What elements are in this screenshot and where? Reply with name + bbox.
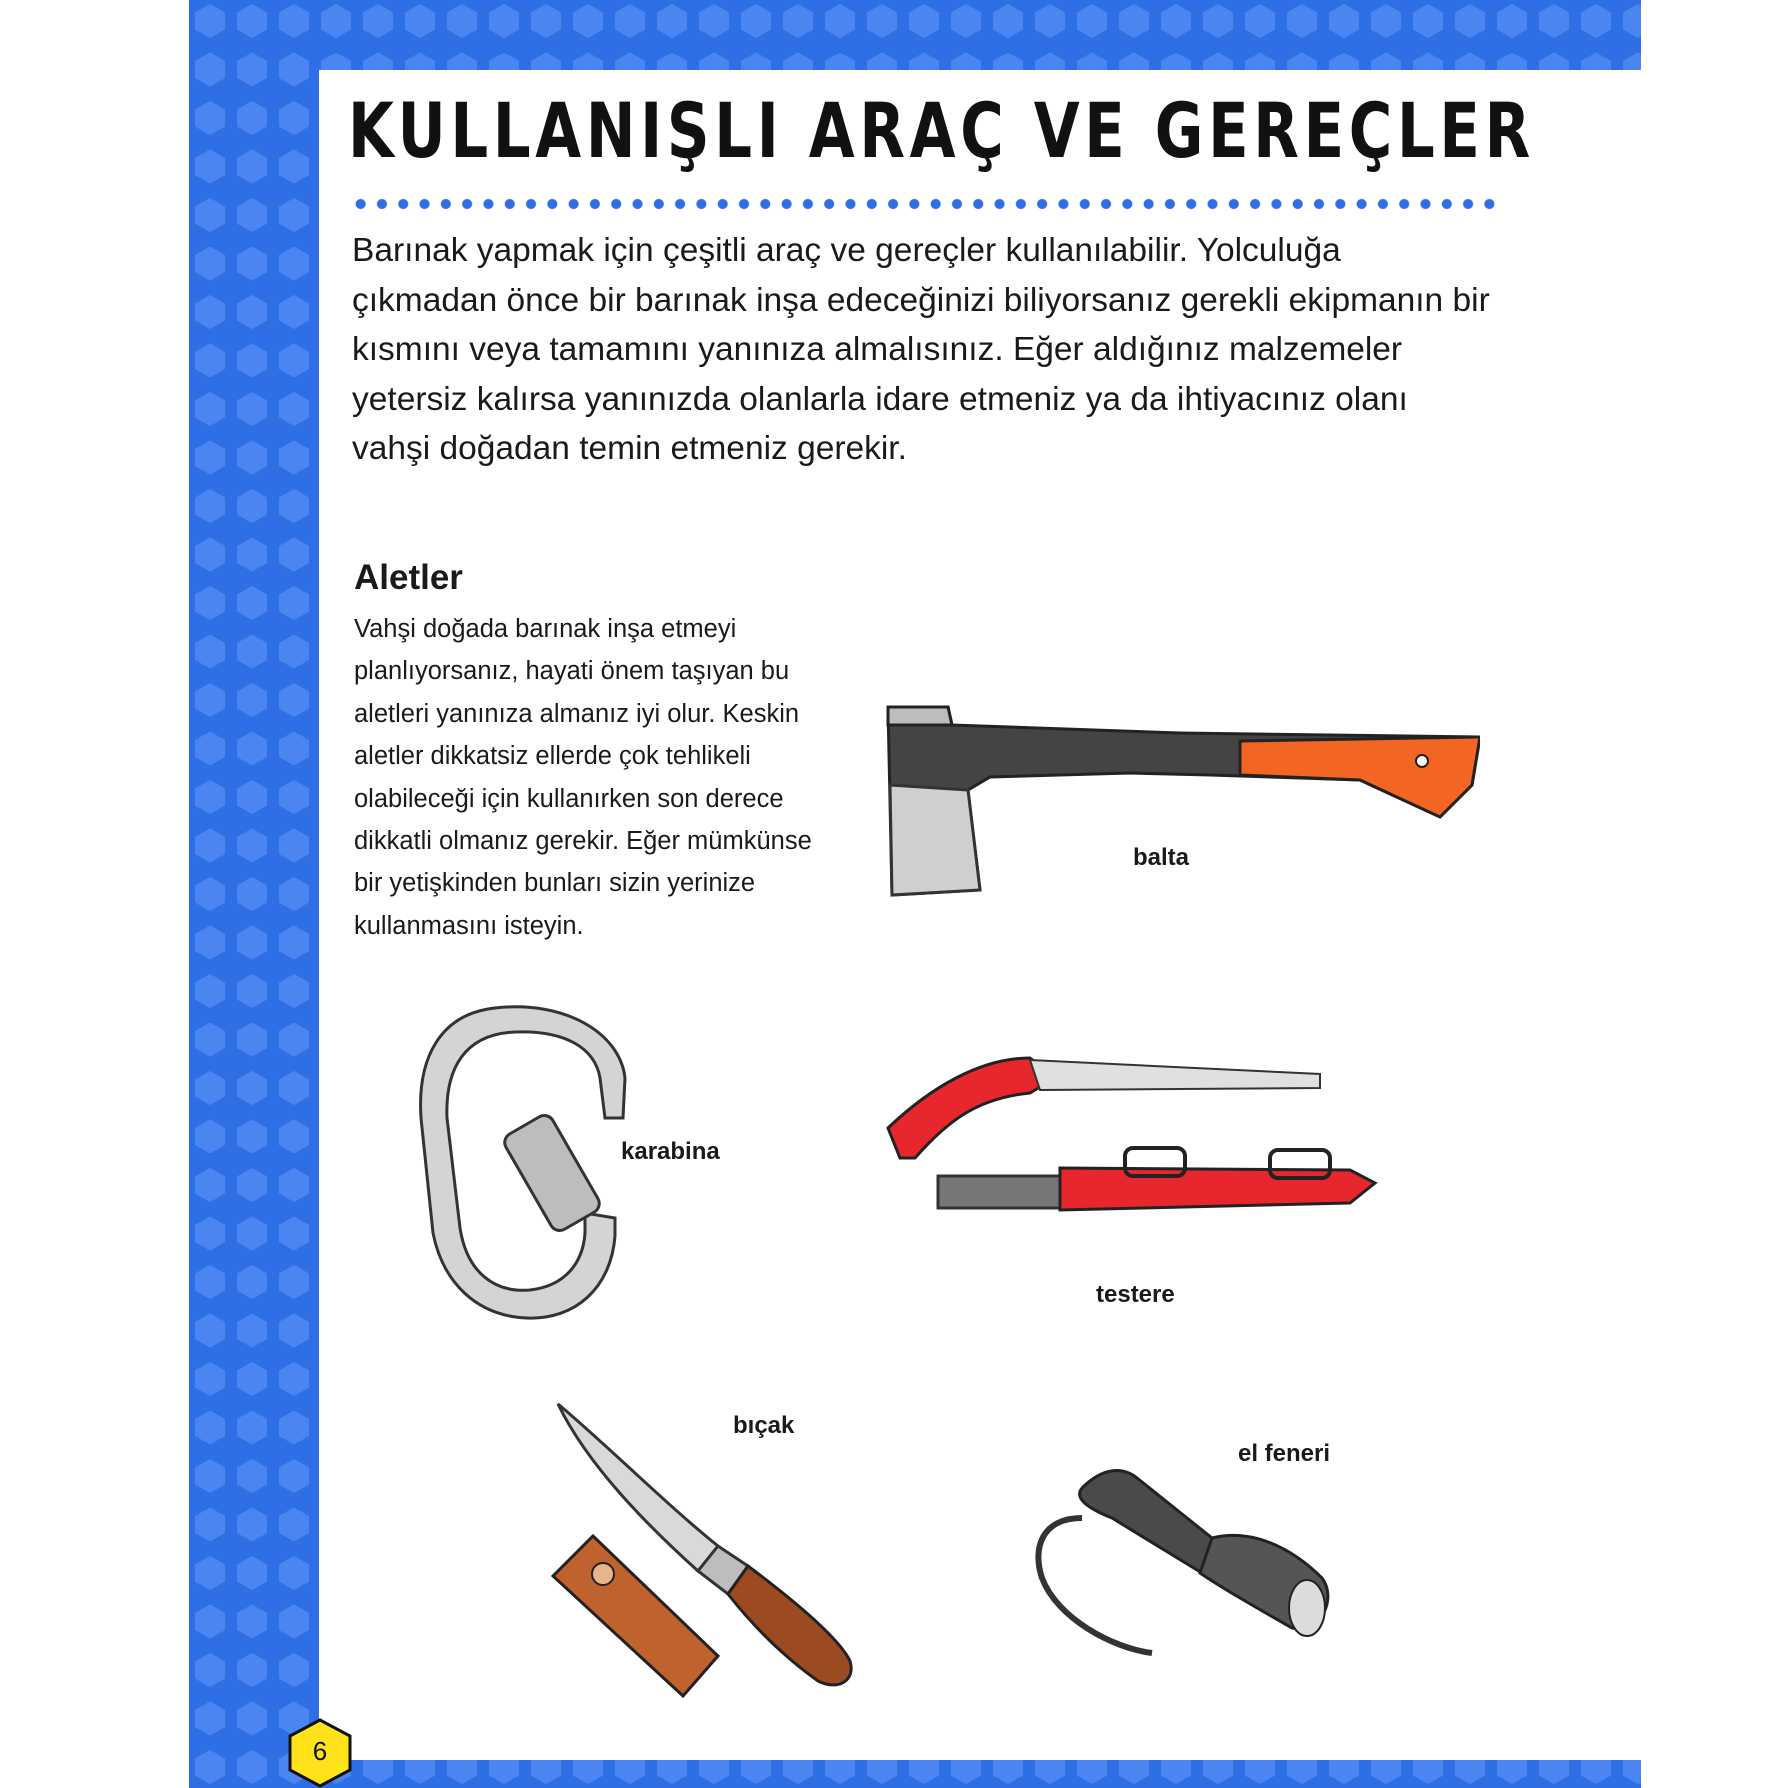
carabiner-illustration	[415, 998, 635, 1323]
flashlight-label: el feneri	[1238, 1440, 1331, 1467]
carabiner-label: karabina	[621, 1138, 720, 1165]
knife-illustration	[548, 1396, 858, 1706]
dotted-divider	[350, 196, 1496, 212]
page-title: KULLANIŞLI ARAÇ VE GEREÇLER	[348, 86, 1535, 175]
page-number: 6	[312, 1736, 328, 1766]
axe-label: balta	[1133, 844, 1190, 871]
flashlight-illustration	[1022, 1458, 1340, 1668]
section-body: Vahşi doğada barınak inşa etmeyi planlıyorsanız, hayati önem taşıyan bu aletleri yanınıza almanız iyi olur. Keskin aletler dikkatsiz ellerde çok tehlikeli olabileceği için kullanırken son derece dikkatli olmanız gerekir. Eğer mümkünse bir yetişkinden bunları sizin yerinize kullanmasını isteyin.	[354, 615, 812, 940]
knife-label: bıçak	[733, 1412, 795, 1439]
axe-illustration	[880, 695, 1480, 905]
saw-illustration	[880, 1048, 1380, 1223]
saw-label: testere	[1096, 1281, 1175, 1308]
section-heading: Aletler	[354, 558, 463, 597]
intro-paragraph: Barınak yapmak için çeşitli araç ve gereçler kullanılabilir. Yolculuğa çıkmadan önce bir barınak inşa edeceğinizi biliyorsanız gerekli ekipmanın bir kısmını veya tamamını yanınıza almalısınız. Eğer aldığınız malzemeler yetersiz kalırsa yanınızda olanlarla idare etmeniz ya da ihtiyacınız olanı vahşi doğadan temin etmeniz gerekir.	[352, 232, 1490, 467]
